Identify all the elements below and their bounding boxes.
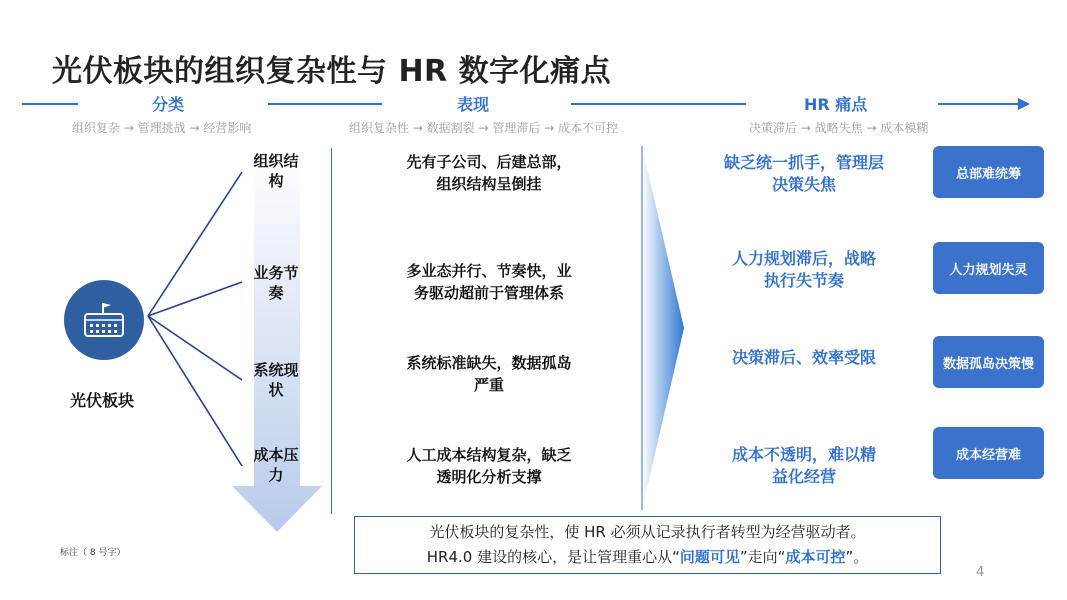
category-label: 成本压 力	[253, 446, 299, 484]
symptom-text: 多业态并行、节奏快，业 务驱动超前于管理体系	[406, 262, 572, 302]
section-heading-pain: HR 痛点	[804, 95, 868, 114]
chevron-arrow-graphic	[640, 146, 686, 510]
section-subtitle-symptom: 组织复杂性 → 数据割裂 → 管理滞后 → 成本不可控	[349, 121, 619, 135]
column-divider	[331, 148, 332, 514]
factory-icon	[81, 300, 127, 340]
summary-box	[354, 516, 941, 574]
page-title: 光伏板块的组织复杂性与 HR 数字化痛点	[52, 54, 612, 89]
section-heading-symptom: 表现	[457, 95, 490, 114]
symptom-text: 人工成本结构复杂，缺乏 透明化分析支撑	[406, 446, 572, 486]
pain-text: 决策滞后、效率受限	[731, 348, 876, 367]
symptom-text: 系统标准缺失，数据孤岛 严重	[406, 354, 572, 394]
symptom-text: 先有子公司、后建总部， 组织结构呈倒挂	[406, 153, 572, 193]
pain-tag: 数据孤岛决策慢	[933, 336, 1044, 388]
category-label: 业务节 奏	[253, 264, 299, 302]
pain-tag: 总部难统筹	[933, 146, 1044, 198]
pain-text: 缺乏统一抓手，管理层 决策失焦	[723, 153, 884, 194]
hub-circle	[64, 280, 144, 360]
section-subtitle-pain: 决策滞后 → 战略失焦 → 成本模糊	[749, 121, 929, 135]
category-label: 组织结 构	[253, 152, 299, 190]
pain-text: 成本不透明，难以精 益化经营	[731, 445, 876, 486]
summary-line-2: HR4.0 建设的核心，是让管理重心从“问题可见”走向“成本可控”。	[426, 548, 869, 566]
pain-text: 人力规划滞后，战略 执行失节奏	[731, 249, 876, 290]
page-number: 4	[976, 565, 985, 580]
hub-label: 光伏板块	[70, 391, 135, 410]
section-heading-category: 分类	[152, 95, 185, 114]
footnote: 标注（ 8 号字）	[60, 548, 126, 558]
summary-line-1: 光伏板块的复杂性，使 HR 必须从记录执行者转型为经营驱动者。	[429, 523, 866, 541]
highlight-text: 成本可控	[785, 548, 846, 566]
pain-tag: 成本经营难	[933, 427, 1044, 479]
category-label: 系统现 状	[253, 361, 299, 399]
section-subtitle-category: 组织复杂 → 管理挑战 → 经营影响	[72, 121, 252, 135]
highlight-text: 问题可见	[679, 548, 740, 566]
pain-tag: 人力规划失灵	[933, 242, 1044, 294]
